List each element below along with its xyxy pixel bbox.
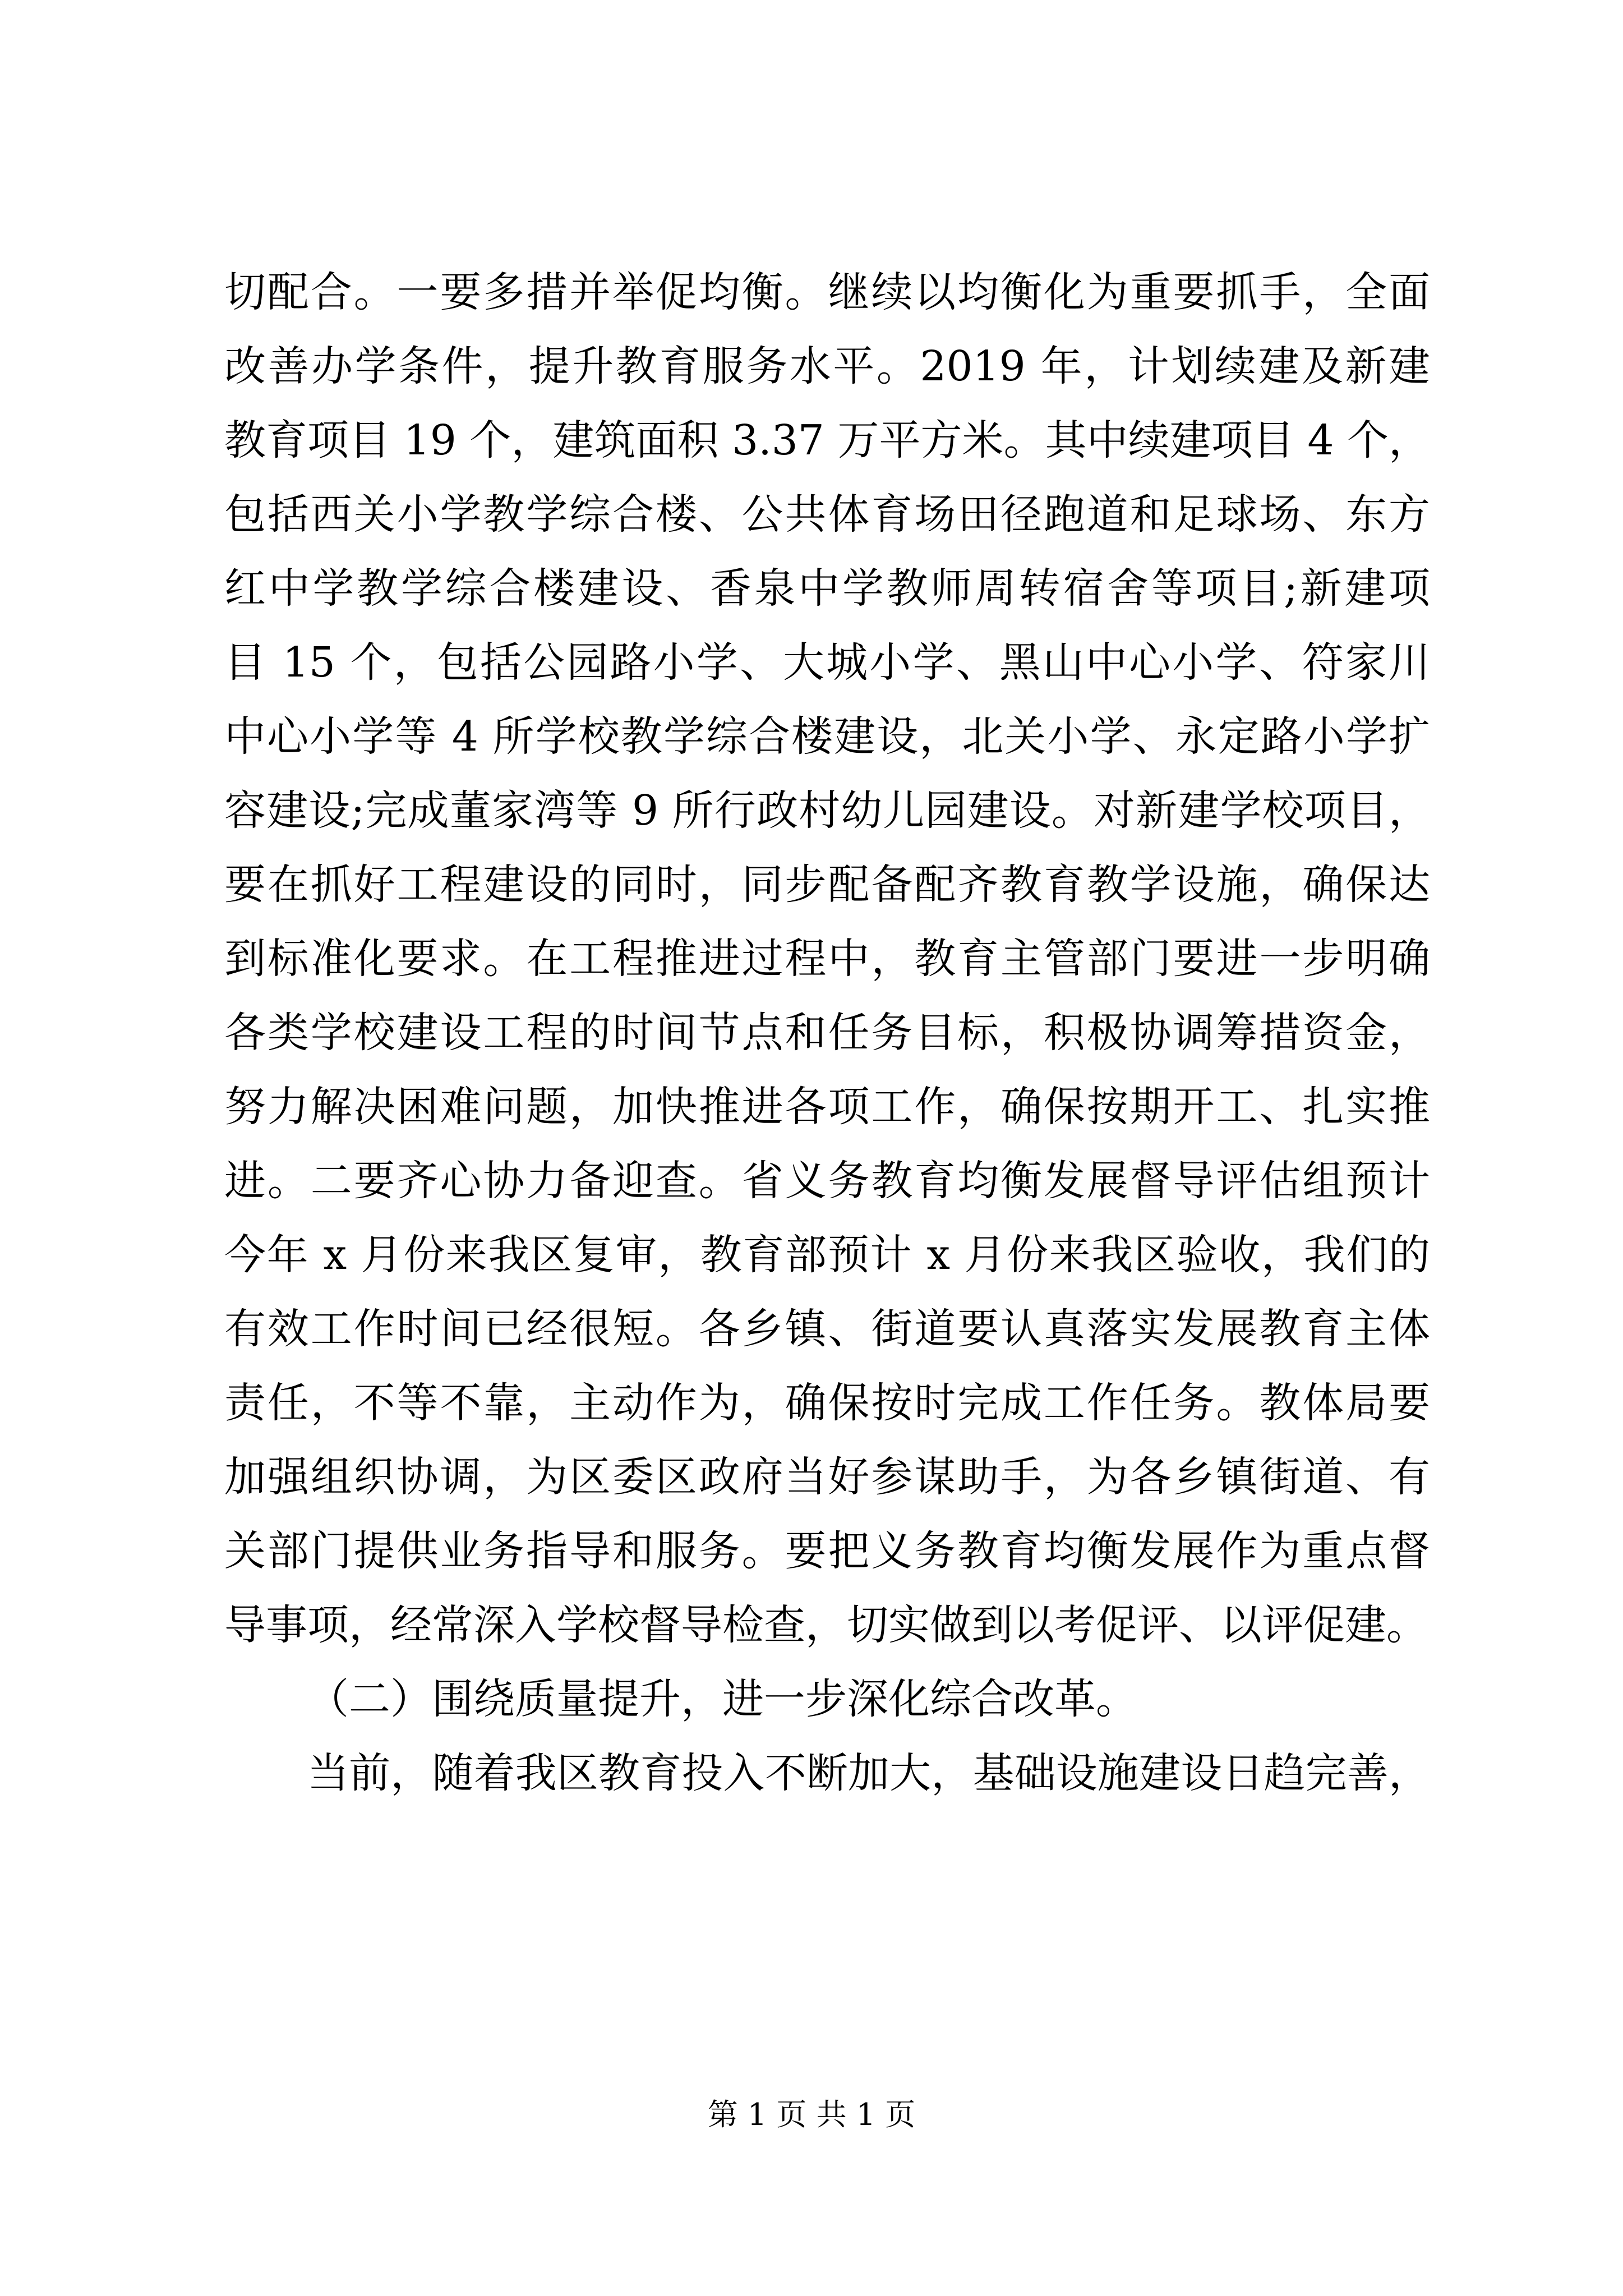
- body-line: 各类学校建设工程的时间节点和任务目标，积极协调筹措资金，: [224, 1009, 1430, 1057]
- body-line: 教育项目 19 个，建筑面积 3.37 万平方米。其中续建项目 4 个，: [224, 416, 1430, 464]
- body-line: 关部门提供业务指导和服务。要把义务教育均衡发展作为重点督: [224, 1527, 1430, 1575]
- body-line: 改善办学条件，提升教育服务水平。2019 年，计划续建及新建: [224, 342, 1430, 390]
- body-line: 要在抓好工程建设的同时，同步配备配齐教育教学设施，确保达: [224, 861, 1430, 909]
- body-line: 进。二要齐心协力备迎查。省义务教育均衡发展督导评估组预计: [224, 1157, 1430, 1205]
- body-line: 今年 x 月份来我区复审，教育部预计 x 月份来我区验收，我们的: [224, 1231, 1430, 1279]
- body-line: 包括西关小学教学综合楼、公共体育场田径跑道和足球场、东方: [224, 490, 1430, 539]
- page-footer: [0, 2092, 1623, 2137]
- body-line: 到标准化要求。在工程推进过程中，教育主管部门要进一步明确: [224, 935, 1430, 983]
- section-heading: （二）围绕质量提升，进一步深化综合改革。: [307, 1675, 1137, 1723]
- paragraph-start-line: 当前，随着我区教育投入不断加大，基础设施建设日趋完善，: [307, 1749, 1430, 1797]
- body-line: 导事项，经常深入学校督导检查，切实做到以考促评、以评促建。: [224, 1601, 1428, 1649]
- body-line: 中心小学等 4 所学校教学综合楼建设，北关小学、永定路小学扩: [224, 712, 1430, 761]
- body-line: 切配合。一要多措并举促均衡。继续以均衡化为重要抓手，全面: [224, 268, 1430, 316]
- body-line: 有效工作时间已经很短。各乡镇、街道要认真落实发展教育主体: [224, 1305, 1430, 1353]
- body-line: 容建设;完成董家湾等 9 所行政村幼儿园建设。对新建学校项目，: [224, 786, 1430, 835]
- page-number: 第 1 页 共 1 页: [707, 2097, 916, 2132]
- body-text: [224, 255, 1430, 1810]
- body-line: 责任，不等不靠，主动作为，确保按时完成工作任务。教体局要: [224, 1379, 1430, 1427]
- body-line: 红中学教学综合楼建设、香泉中学教师周转宿舍等项目;新建项: [224, 564, 1430, 613]
- body-line: 努力解决困难问题，加快推进各项工作，确保按期开工、扎实推: [224, 1083, 1430, 1131]
- body-line: 目 15 个，包括公园路小学、大城小学、黑山中心小学、符家川: [224, 638, 1430, 687]
- body-line: 加强组织协调，为区委区政府当好参谋助手，为各乡镇街道、有: [224, 1453, 1430, 1501]
